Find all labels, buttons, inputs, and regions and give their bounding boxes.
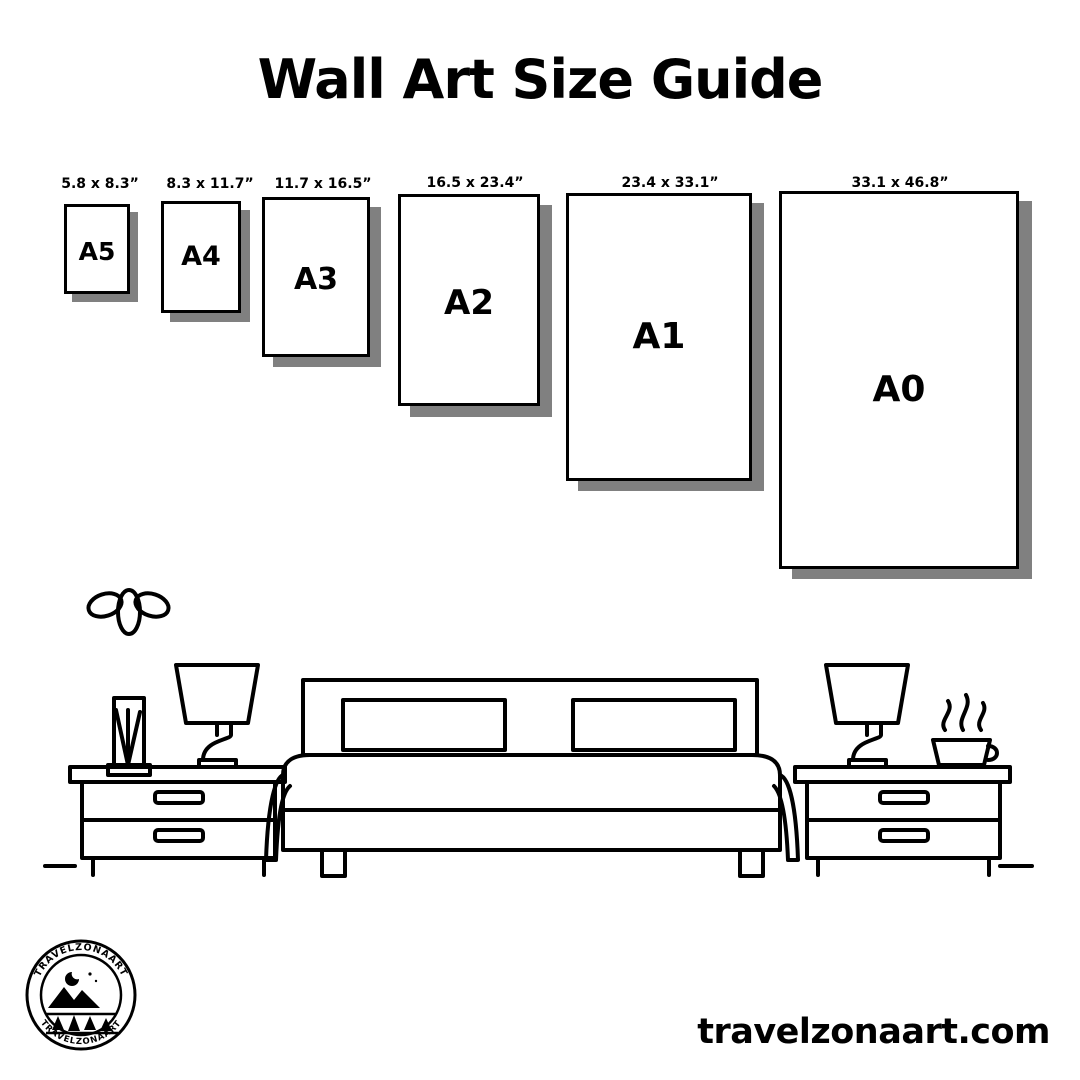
frame-box-a3 (262, 197, 370, 357)
frame-dims-a0: 33.1 x 46.8” (851, 175, 949, 191)
frame-box-a0 (779, 191, 1019, 569)
coffee-cup-icon (933, 695, 997, 765)
logo-text-top: TRAVELZONAART (32, 941, 130, 979)
bed-icon (266, 680, 798, 876)
travelzonaart-logo (16, 930, 146, 1060)
right-nightstand-icon (795, 767, 1010, 875)
frame-label-a5: A5 (78, 237, 116, 266)
frame-dims-a2: 16.5 x 23.4” (426, 175, 524, 191)
left-nightstand-icon (70, 767, 285, 875)
frame-label-a0: A0 (872, 369, 926, 410)
plant-vase-icon (85, 589, 171, 775)
frame-dims-a5: 5.8 x 8.3” (61, 176, 139, 192)
frame-dims-a3: 11.7 x 16.5” (274, 176, 372, 192)
left-lamp-icon (176, 665, 258, 767)
frame-box-a5 (64, 204, 130, 294)
website-url: travelzonaart.com (697, 1012, 1050, 1052)
frame-dims-a4: 8.3 x 11.7” (166, 176, 254, 192)
bedroom-scene (0, 560, 1080, 920)
frame-label-a4: A4 (181, 241, 221, 272)
frame-box-a2 (398, 194, 540, 406)
logo-text-bottom: TRAVELZONAART (38, 1018, 124, 1048)
frame-label-a3: A3 (293, 262, 339, 297)
frame-dims-a1: 23.4 x 33.1” (621, 175, 719, 191)
right-lamp-icon (826, 665, 908, 767)
page-title: Wall Art Size Guide (257, 48, 823, 111)
frame-box-a1 (566, 193, 752, 481)
frame-label-a2: A2 (444, 283, 494, 323)
frame-label-a1: A1 (632, 316, 686, 357)
frame-box-a4 (161, 201, 241, 313)
